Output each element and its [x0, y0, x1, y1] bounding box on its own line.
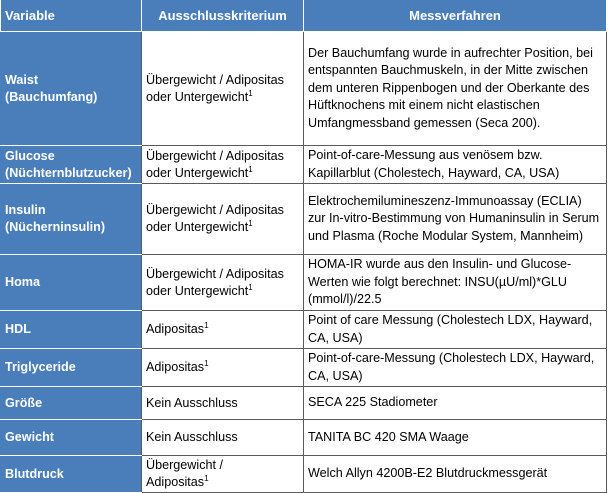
- method-cell: Point-of-care-Messung aus venösem bzw. Kapillarblut (Cholestech, Hayward, CA, USA): [304, 146, 607, 184]
- variable-label: Insulin: [5, 203, 46, 217]
- method-cell: Elektrochemilumineszenz-Immunoassay (ECLIA) zur In-vitro-Bestimmung von Humaninsulin in Serum und Plasma (Roche Modular System, Mannheim): [304, 184, 607, 255]
- criterion-text: Übergewicht / Adipositas: [146, 266, 284, 281]
- table-row: [1, 146, 607, 184]
- criterion-cell: [142, 349, 304, 387]
- variable-cell: [1, 32, 142, 146]
- variable-label: Gewicht: [5, 430, 54, 444]
- variable-cell: [1, 311, 142, 349]
- variable-label: Waist: [5, 72, 39, 87]
- variable-cell: [1, 387, 142, 420]
- variable-label: Blutdruck: [5, 466, 64, 481]
- variable-label: HDL: [5, 322, 31, 336]
- table-row: [1, 456, 607, 493]
- variable-label: Triglyceride: [5, 360, 76, 374]
- criterion-cell: [142, 255, 304, 311]
- table-row: [1, 311, 607, 349]
- variable-cell: [1, 255, 142, 311]
- criterion-text: Übergewicht / Adipositas: [146, 203, 284, 217]
- criterion-cell: [142, 311, 304, 349]
- criterion-text: oder Untergewicht: [146, 165, 249, 180]
- footnote-mark: 1: [204, 473, 209, 483]
- variable-cell: [1, 184, 142, 255]
- header-row: [1, 0, 607, 32]
- criterion-text: Übergewicht /: [146, 458, 223, 472]
- header-variable: Variable: [1, 0, 142, 32]
- table-row: [1, 255, 607, 311]
- criterion-cell: [142, 456, 304, 493]
- method-cell: SECA 225 Stadiometer: [304, 387, 607, 420]
- method-cell: Point-of-care-Messung (Cholestech LDX, Hayward, CA, USA): [304, 349, 607, 387]
- criterion-cell: [142, 184, 304, 255]
- criterion-cell: [142, 32, 304, 146]
- criterion-text: Adipositas: [146, 475, 205, 489]
- method-cell: HOMA-IR wurde aus den Insulin- und Glucose-Werten wie folgt berechnet: INSU(µU/ml)*GLU (mmol/l)/22.5: [304, 255, 607, 311]
- variable-cell: [1, 146, 142, 184]
- footnote-mark: 1: [248, 218, 253, 228]
- variable-cell: [1, 349, 142, 387]
- criterion-text: oder Untergewicht: [146, 283, 249, 298]
- method-cell: Der Bauchumfang wurde in aufrechter Position, bei entspannten Bauchmuskeln, in der Mitte zwischen dem unteren Rippenbogen und der Oberkante des Hüftknochens mit einem nicht elastischen Umfangmessband gemessen (Seca 200).: [304, 32, 607, 146]
- criterion-cell: [142, 387, 304, 420]
- criterion-text: Kein Ausschluss: [146, 395, 238, 410]
- footnote-mark: 1: [248, 282, 253, 292]
- variable-label: (Nücherninsulin): [5, 220, 106, 234]
- header-criterion: Ausschlusskriterium: [142, 0, 304, 32]
- header-method: Messverfahren: [304, 0, 607, 32]
- table-row: [1, 387, 607, 420]
- variable-label: Homa: [5, 275, 40, 289]
- table-row: [1, 184, 607, 255]
- criterion-text: oder Untergewicht: [146, 220, 249, 234]
- criterion-text: Übergewicht / Adipositas: [146, 72, 284, 87]
- footnote-mark: 1: [248, 88, 253, 98]
- variable-label: Glucose: [5, 148, 55, 163]
- variable-cell: [1, 420, 142, 456]
- variable-label: (Bauchumfang): [5, 89, 98, 104]
- method-cell: Point of care Messung (Cholestech LDX, Hayward, CA, USA): [304, 311, 607, 349]
- table-row: [1, 420, 607, 456]
- footnote-mark: 1: [248, 164, 253, 174]
- variable-label: (Nüchternblutzucker): [5, 165, 132, 180]
- criterion-text: Kein Ausschluss: [146, 430, 238, 444]
- table-row: [1, 349, 607, 387]
- footnote-mark: 1: [204, 320, 209, 330]
- variable-label: Größe: [5, 395, 43, 410]
- criterion-cell: [142, 420, 304, 456]
- footnote-mark: 1: [204, 358, 209, 368]
- criterion-text: Übergewicht / Adipositas: [146, 148, 284, 163]
- criterion-text: Adipositas: [146, 322, 205, 336]
- method-cell: TANITA BC 420 SMA Waage: [304, 420, 607, 456]
- method-cell: Welch Allyn 4200B-E2 Blutdruckmessgerät: [304, 456, 607, 493]
- table-row: [1, 32, 607, 146]
- variable-cell: [1, 456, 142, 493]
- criterion-cell: [142, 146, 304, 184]
- criterion-text: Adipositas: [146, 360, 205, 374]
- criterion-text: oder Untergewicht: [146, 89, 249, 104]
